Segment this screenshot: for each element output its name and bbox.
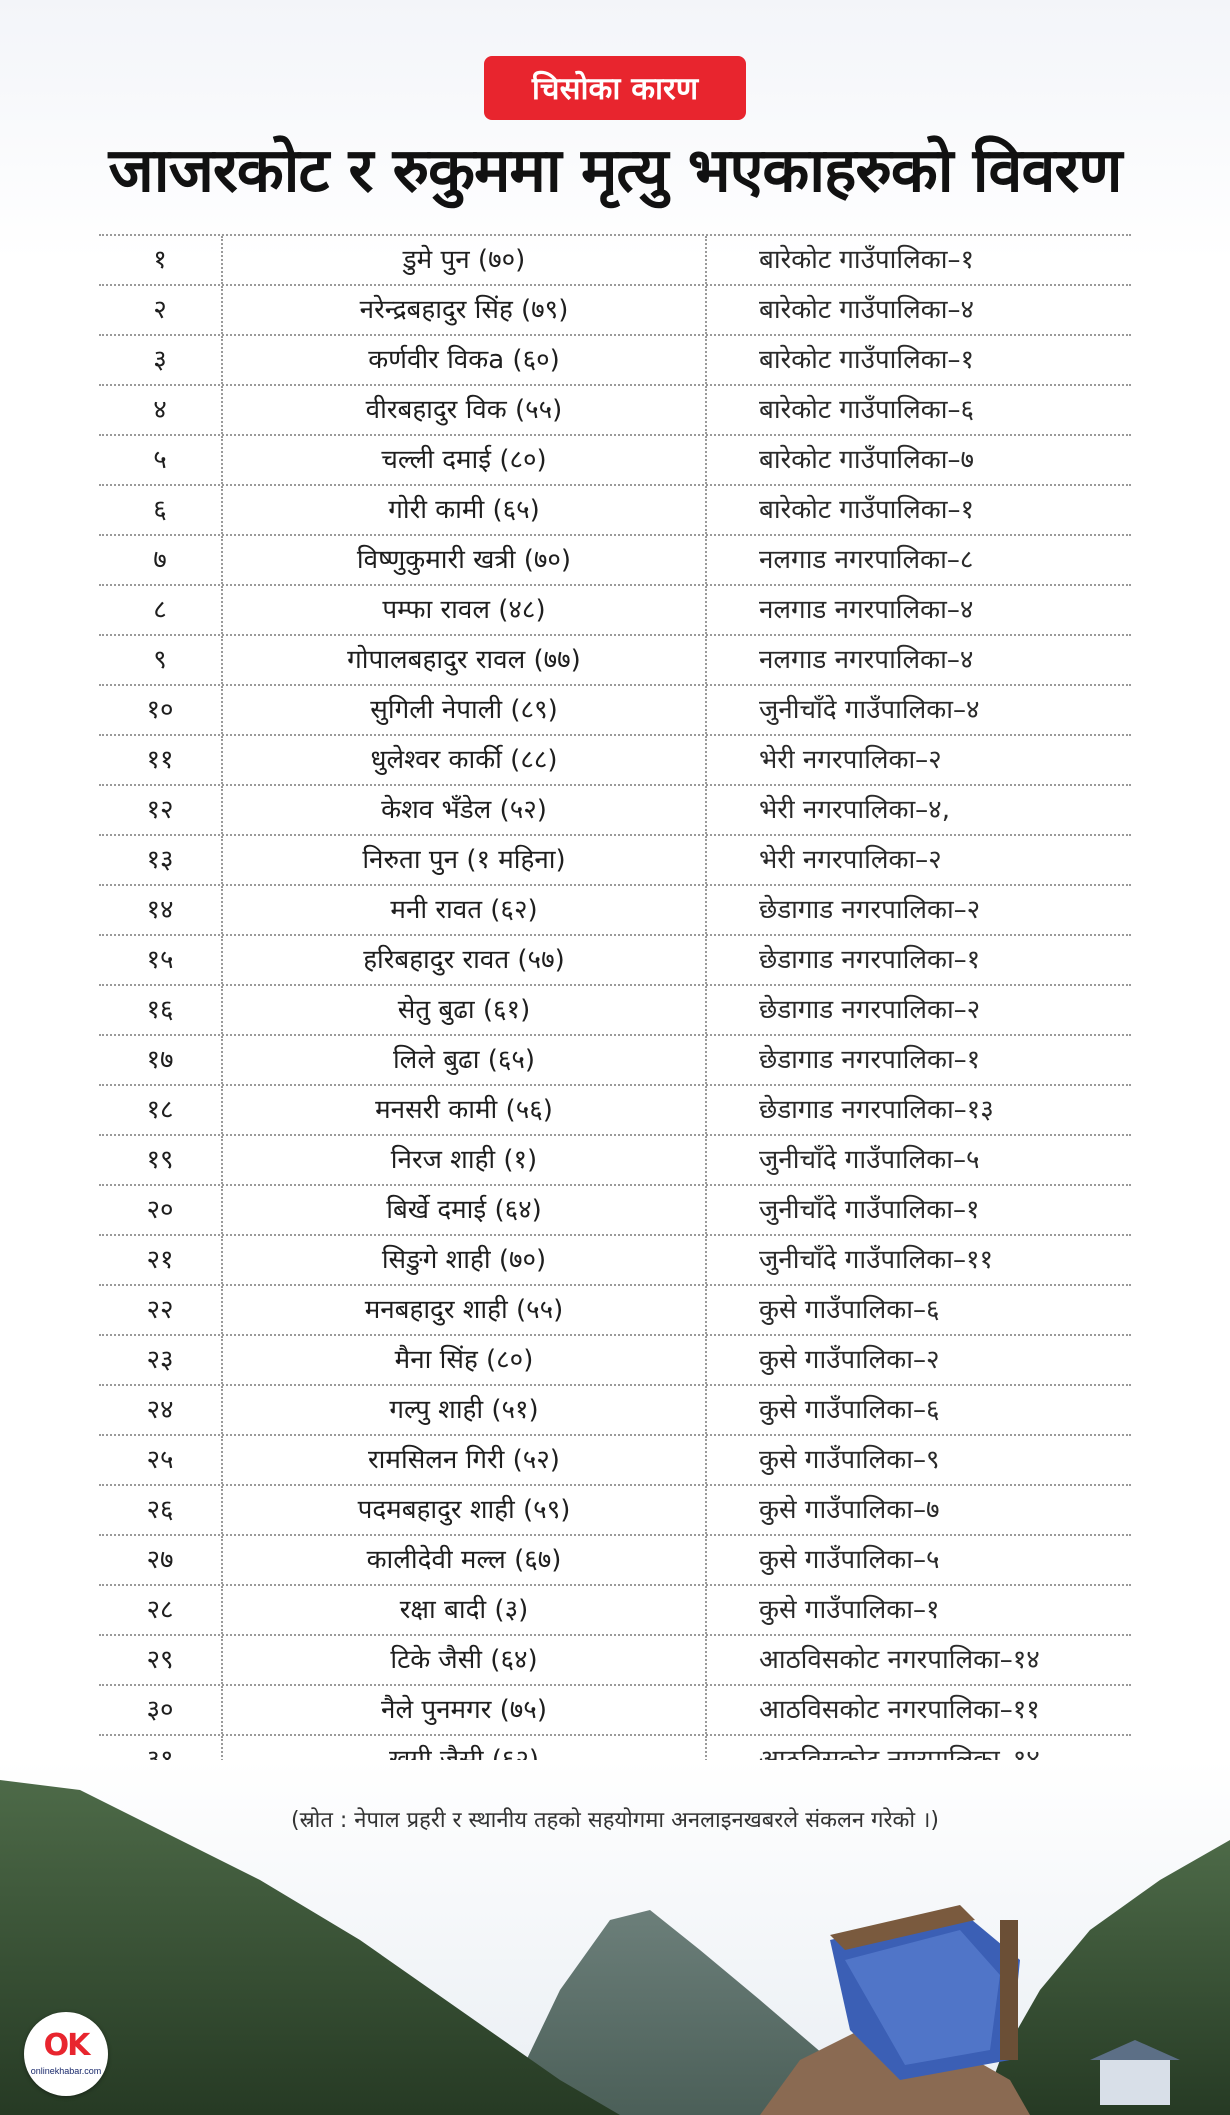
person-name: लिले बुढा (६५) bbox=[223, 1036, 707, 1084]
person-name: पदमबहादुर शाही (५९) bbox=[223, 1486, 707, 1534]
municipality-address: कुसे गाउँपालिका–६ bbox=[759, 1295, 940, 1325]
table-row bbox=[99, 886, 1131, 936]
person-name: रामसिलन गिरी (५२) bbox=[223, 1436, 707, 1484]
row-number: १७ bbox=[99, 1036, 223, 1084]
person-name: हरिबहादुर रावत (५७) bbox=[223, 936, 707, 984]
logo-mark: OK bbox=[43, 2028, 89, 2063]
table-row bbox=[99, 986, 1131, 1036]
row-number: ११ bbox=[99, 736, 223, 784]
municipality-address: बारेकोट गाउँपालिका–६ bbox=[759, 395, 974, 425]
municipality-address: बारेकोट गाउँपालिका–१ bbox=[759, 345, 974, 375]
municipality-address: छेडागाड नगरपालिका–२ bbox=[759, 995, 981, 1025]
table-row bbox=[99, 1586, 1131, 1636]
person-name: चल्ली दमाई (८०) bbox=[223, 436, 707, 484]
person-name: मनबहादुर शाही (५५) bbox=[223, 1286, 707, 1334]
person-name: गोपालबहादुर रावल (७७) bbox=[223, 636, 707, 684]
person-name: सेतु बुढा (६१) bbox=[223, 986, 707, 1034]
table-row bbox=[99, 436, 1131, 486]
person-name: सिङुगे शाही (७०) bbox=[223, 1236, 707, 1284]
distant-house bbox=[1100, 2060, 1170, 2105]
row-number: १० bbox=[99, 686, 223, 734]
row-number: २७ bbox=[99, 1536, 223, 1584]
table-row bbox=[99, 336, 1131, 386]
row-number: १४ bbox=[99, 886, 223, 934]
person-name: पम्फा रावल (४८) bbox=[223, 586, 707, 634]
row-number: ९ bbox=[99, 636, 223, 684]
table-row bbox=[99, 636, 1131, 686]
municipality-address: नलगाड नगरपालिका–८ bbox=[759, 545, 974, 575]
row-number: २३ bbox=[99, 1336, 223, 1384]
municipality-address: जुनीचाँदे गाउँपालिका–४ bbox=[759, 695, 980, 725]
logo-text: onlinekhabar.com bbox=[30, 2066, 102, 2076]
person-name: डुमे पुन (७०) bbox=[223, 236, 707, 284]
table-row bbox=[99, 1286, 1131, 1336]
municipality-address: कुसे गाउँपालिका–६ bbox=[759, 1395, 940, 1425]
table-row bbox=[99, 386, 1131, 436]
table-row bbox=[99, 736, 1131, 786]
row-number: १२ bbox=[99, 786, 223, 834]
table-row bbox=[99, 1036, 1131, 1086]
table-row bbox=[99, 686, 1131, 736]
table-row bbox=[99, 286, 1131, 336]
table-row bbox=[99, 1636, 1131, 1686]
person-name: निरज शाही (१) bbox=[223, 1136, 707, 1184]
municipality-address: नलगाड नगरपालिका–४ bbox=[759, 645, 974, 675]
municipality-address: कुसे गाउँपालिका–२ bbox=[759, 1345, 940, 1375]
row-number: ३ bbox=[99, 336, 223, 384]
row-number: २ bbox=[99, 286, 223, 334]
table-row bbox=[99, 486, 1131, 536]
municipality-address: कुसे गाउँपालिका–७ bbox=[759, 1495, 940, 1525]
row-number: १८ bbox=[99, 1086, 223, 1134]
person-name: विष्णुकुमारी खत्री (७०) bbox=[223, 536, 707, 584]
person-name: केशव भँडेल (५२) bbox=[223, 786, 707, 834]
municipality-address: भेरी नगरपालिका–२ bbox=[759, 845, 942, 875]
source-note: (स्रोत : नेपाल प्रहरी र स्थानीय तहको सहयोगमा अनलाइनखबरले संकलन गरेको ।) bbox=[291, 1808, 939, 1833]
table-row bbox=[99, 1136, 1131, 1186]
table-row bbox=[99, 936, 1131, 986]
deaths-table bbox=[99, 234, 1131, 1786]
person-name: निरुता पुन (१ महिना) bbox=[223, 836, 707, 884]
municipality-address: जुनीचाँदे गाउँपालिका–११ bbox=[759, 1245, 993, 1275]
table-row bbox=[99, 236, 1131, 286]
person-name: सुगिली नेपाली (८९) bbox=[223, 686, 707, 734]
row-number: ५ bbox=[99, 436, 223, 484]
table-row bbox=[99, 786, 1131, 836]
municipality-address: छेडागाड नगरपालिका–१ bbox=[759, 945, 981, 975]
row-number: २१ bbox=[99, 1236, 223, 1284]
row-number: १६ bbox=[99, 986, 223, 1034]
municipality-address: बारेकोट गाउँपालिका–४ bbox=[759, 295, 974, 325]
person-name: नैले पुनमगर (७५) bbox=[223, 1686, 707, 1734]
table-row bbox=[99, 1186, 1131, 1236]
person-name: गोरी कामी (६५) bbox=[223, 486, 707, 534]
municipality-address: बारेकोट गाउँपालिका–१ bbox=[759, 495, 974, 525]
municipality-address: छेडागाड नगरपालिका–२ bbox=[759, 895, 981, 925]
person-name: रक्षा बादी (३) bbox=[223, 1586, 707, 1634]
table-row bbox=[99, 1236, 1131, 1286]
table-row bbox=[99, 836, 1131, 886]
table-row bbox=[99, 1086, 1131, 1136]
table-row bbox=[99, 1336, 1131, 1386]
municipality-address: कुसे गाउँपालिका–५ bbox=[759, 1545, 940, 1575]
municipality-address: नलगाड नगरपालिका–४ bbox=[759, 595, 974, 625]
row-number: १३ bbox=[99, 836, 223, 884]
municipality-address: छेडागाड नगरपालिका–१३ bbox=[759, 1095, 994, 1125]
municipality-address: जुनीचाँदे गाउँपालिका–१ bbox=[759, 1195, 980, 1225]
municipality-address: छेडागाड नगरपालिका–१ bbox=[759, 1045, 981, 1075]
table-row bbox=[99, 1536, 1131, 1586]
table-row bbox=[99, 536, 1131, 586]
row-number: १५ bbox=[99, 936, 223, 984]
person-name: टिके जैसी (६४) bbox=[223, 1636, 707, 1684]
table-row bbox=[99, 1686, 1131, 1736]
person-name: कालीदेवी मल्ल (६७) bbox=[223, 1536, 707, 1584]
row-number: ३० bbox=[99, 1686, 223, 1734]
row-number: ७ bbox=[99, 536, 223, 584]
municipality-address: कुसे गाउँपालिका–१ bbox=[759, 1595, 940, 1625]
municipality-address: बारेकोट गाउँपालिका–७ bbox=[759, 445, 974, 475]
person-name: मैना सिंह (८०) bbox=[223, 1336, 707, 1384]
row-number: २९ bbox=[99, 1636, 223, 1684]
person-name: नरेन्द्रबहादुर सिंह (७९) bbox=[223, 286, 707, 334]
person-name: बिर्खे दमाई (६४) bbox=[223, 1186, 707, 1234]
row-number: २२ bbox=[99, 1286, 223, 1334]
table-row bbox=[99, 1486, 1131, 1536]
person-name: मनसरी कामी (५६) bbox=[223, 1086, 707, 1134]
page-title: जाजरकोट र रुकुममा मृत्यु भएकाहरुको विवरण bbox=[108, 135, 1122, 206]
category-badge: चिसोका कारण bbox=[484, 56, 746, 120]
row-number: ४ bbox=[99, 386, 223, 434]
row-number: २६ bbox=[99, 1486, 223, 1534]
person-name: कर्णवीर विकa (६०) bbox=[223, 336, 707, 384]
row-number: २५ bbox=[99, 1436, 223, 1484]
row-number: २० bbox=[99, 1186, 223, 1234]
municipality-address: आठविसकोट नगरपालिका–१४ bbox=[759, 1645, 1040, 1675]
table-row bbox=[99, 586, 1131, 636]
municipality-address: कुसे गाउँपालिका–९ bbox=[759, 1445, 940, 1475]
municipality-address: आठविसकोट नगरपालिका–११ bbox=[759, 1695, 1040, 1725]
row-number: २८ bbox=[99, 1586, 223, 1634]
row-number: १९ bbox=[99, 1136, 223, 1184]
row-number: ६ bbox=[99, 486, 223, 534]
municipality-address: जुनीचाँदे गाउँपालिका–५ bbox=[759, 1145, 980, 1175]
table-row bbox=[99, 1436, 1131, 1486]
person-name: वीरबहादुर विक (५५) bbox=[223, 386, 707, 434]
table-row bbox=[99, 1386, 1131, 1436]
person-name: मनी रावत (६२) bbox=[223, 886, 707, 934]
row-number: २४ bbox=[99, 1386, 223, 1434]
person-name: धुलेश्वर कार्की (८८) bbox=[223, 736, 707, 784]
row-number: ८ bbox=[99, 586, 223, 634]
municipality-address: भेरी नगरपालिका–४, bbox=[759, 795, 950, 825]
municipality-address: भेरी नगरपालिका–२ bbox=[759, 745, 942, 775]
person-name: गल्पु शाही (५१) bbox=[223, 1386, 707, 1434]
row-number: १ bbox=[99, 236, 223, 284]
municipality-address: बारेकोट गाउँपालिका–१ bbox=[759, 245, 974, 275]
onlinekhabar-logo bbox=[24, 2012, 108, 2096]
